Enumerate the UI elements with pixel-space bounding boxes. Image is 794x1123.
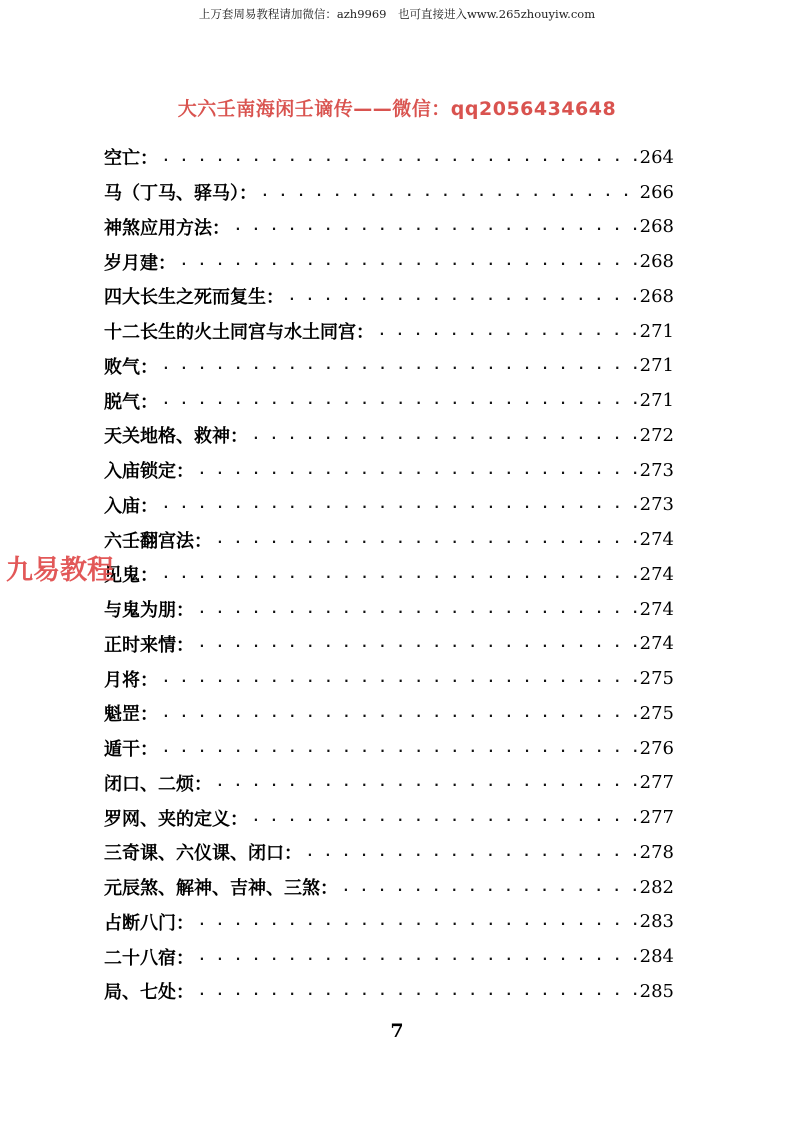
toc-entry-title: 正时来情： xyxy=(104,634,194,656)
toc-entry-page: 277 xyxy=(639,807,674,829)
toc-leader-dots xyxy=(198,984,638,999)
toc-entry-page: 285 xyxy=(639,980,674,1002)
toc-entry-title: 占断八门： xyxy=(104,912,194,934)
toc-entry[interactable] xyxy=(104,175,674,210)
toc-entry[interactable] xyxy=(104,383,674,418)
toc-entry-title: 天关地格、救神： xyxy=(104,426,248,448)
toc-entry-title: 空亡： xyxy=(104,148,158,170)
toc-entry-page: 274 xyxy=(639,529,674,551)
toc-entry-title: 元辰煞、解神、吉神、三煞： xyxy=(104,878,338,900)
toc-entry-title: 脱气： xyxy=(104,391,158,413)
toc-entry-page: 274 xyxy=(639,598,674,620)
document-title: 大六壬南海闲壬谪传——微信：qq2056434648 xyxy=(177,98,617,120)
toc-entry-page: 271 xyxy=(639,320,674,342)
toc-entry[interactable] xyxy=(104,661,674,696)
toc-entry-title: 遁干： xyxy=(104,739,158,761)
toc-entry-page: 266 xyxy=(639,181,674,203)
toc-entry[interactable] xyxy=(104,766,674,801)
page-number: 7 xyxy=(390,1020,404,1042)
toc-entry[interactable] xyxy=(104,522,674,557)
toc-entry-page: 268 xyxy=(639,285,674,307)
toc-entry[interactable] xyxy=(104,627,674,662)
toc-leader-dots xyxy=(162,706,638,721)
toc-entry[interactable] xyxy=(104,279,674,314)
toc-entry[interactable] xyxy=(104,244,674,279)
toc-entry[interactable] xyxy=(104,592,674,627)
toc-leader-dots xyxy=(162,567,638,582)
toc-leader-dots xyxy=(342,880,638,895)
toc-entry[interactable] xyxy=(104,870,674,905)
toc-entry-page: 277 xyxy=(639,772,674,794)
toc-leader-dots xyxy=(162,497,638,512)
toc-leader-dots xyxy=(288,289,638,304)
toc-entry-title: 四大长生之死而复生： xyxy=(104,287,284,309)
toc-leader-dots xyxy=(198,463,638,478)
toc-entry[interactable] xyxy=(104,974,674,1009)
toc-entry-page: 271 xyxy=(639,390,674,412)
toc-leader-dots xyxy=(162,150,638,165)
toc-entry-title: 三奇课、六仪课、闭口： xyxy=(104,843,302,865)
toc-entry-title: 十二长生的火土同宫与水土同宫： xyxy=(104,322,374,344)
toc-entry-title: 二十八宿： xyxy=(104,947,194,969)
toc-entry-title: 局、七处： xyxy=(104,982,194,1004)
toc-entry-page: 273 xyxy=(639,459,674,481)
toc-entry[interactable] xyxy=(104,418,674,453)
toc-entry[interactable] xyxy=(104,731,674,766)
toc-entry-title: 闭口、二烦： xyxy=(104,773,212,795)
toc-entry[interactable] xyxy=(104,488,674,523)
toc-entry-title: 入庙锁定： xyxy=(104,461,194,483)
toc-entry-title: 见鬼： xyxy=(104,565,158,587)
toc-leader-dots xyxy=(180,254,638,269)
toc-entry[interactable] xyxy=(104,140,674,175)
toc-leader-dots xyxy=(378,324,638,339)
toc-leader-dots xyxy=(252,810,638,825)
toc-leader-dots xyxy=(234,219,638,234)
toc-entry[interactable] xyxy=(104,905,674,940)
toc-leader-dots xyxy=(198,914,638,929)
toc-leader-dots xyxy=(162,358,638,373)
toc-entry[interactable] xyxy=(104,453,674,488)
toc-entry-title: 岁月建： xyxy=(104,252,176,274)
toc-entry[interactable] xyxy=(104,210,674,245)
toc-leader-dots xyxy=(162,741,638,756)
toc-entry-title: 与鬼为朋： xyxy=(104,600,194,622)
toc-leader-dots xyxy=(261,185,638,200)
toc-entry[interactable] xyxy=(104,696,674,731)
toc-entry-page: 275 xyxy=(639,668,674,690)
toc-leader-dots xyxy=(162,393,638,408)
toc-entry-title: 罗网、夹的定义： xyxy=(104,808,248,830)
toc-leader-dots xyxy=(216,532,638,547)
toc-leader-dots xyxy=(162,671,638,686)
toc-entry-page: 284 xyxy=(639,946,674,968)
toc-entry-page: 272 xyxy=(639,424,674,446)
toc-leader-dots xyxy=(198,602,638,617)
toc-entry-title: 马（丁马、驿马）： xyxy=(104,183,257,205)
toc-entry-title: 月将： xyxy=(104,669,158,691)
toc-entry-title: 神煞应用方法： xyxy=(104,217,230,239)
toc-entry[interactable] xyxy=(104,939,674,974)
toc-entry-page: 273 xyxy=(639,494,674,516)
toc-entry-title: 败气： xyxy=(104,356,158,378)
toc-entry[interactable] xyxy=(104,349,674,384)
toc-entry-page: 274 xyxy=(639,563,674,585)
toc-entry-page: 278 xyxy=(639,841,674,863)
toc-entry[interactable] xyxy=(104,800,674,835)
toc-entry[interactable] xyxy=(104,557,674,592)
watermark: 九易教程 xyxy=(6,555,114,586)
toc-entry-page: 275 xyxy=(639,702,674,724)
toc-leader-dots xyxy=(252,428,638,443)
toc-entry-page: 268 xyxy=(639,251,674,273)
toc-leader-dots xyxy=(198,949,638,964)
toc-entry-page: 274 xyxy=(639,633,674,655)
toc-entry-title: 入庙： xyxy=(104,495,158,517)
toc-entry-page: 282 xyxy=(639,876,674,898)
toc-leader-dots xyxy=(216,775,638,790)
toc-entry-page: 264 xyxy=(639,146,674,168)
toc-entry-title: 魁罡： xyxy=(104,704,158,726)
toc-entry-page: 283 xyxy=(639,911,674,933)
toc-leader-dots xyxy=(306,845,638,860)
table-of-contents xyxy=(104,140,674,1009)
top-banner: 上万套周易教程请加微信：azh9969 也可直接进入www.265zhouyiw.com xyxy=(198,7,596,21)
toc-entry-page: 276 xyxy=(639,737,674,759)
toc-entry[interactable] xyxy=(104,314,674,349)
toc-entry-page: 268 xyxy=(639,216,674,238)
toc-entry[interactable] xyxy=(104,835,674,870)
toc-entry-page: 271 xyxy=(639,355,674,377)
toc-leader-dots xyxy=(198,636,638,651)
toc-entry-title: 六壬翻宫法： xyxy=(104,530,212,552)
